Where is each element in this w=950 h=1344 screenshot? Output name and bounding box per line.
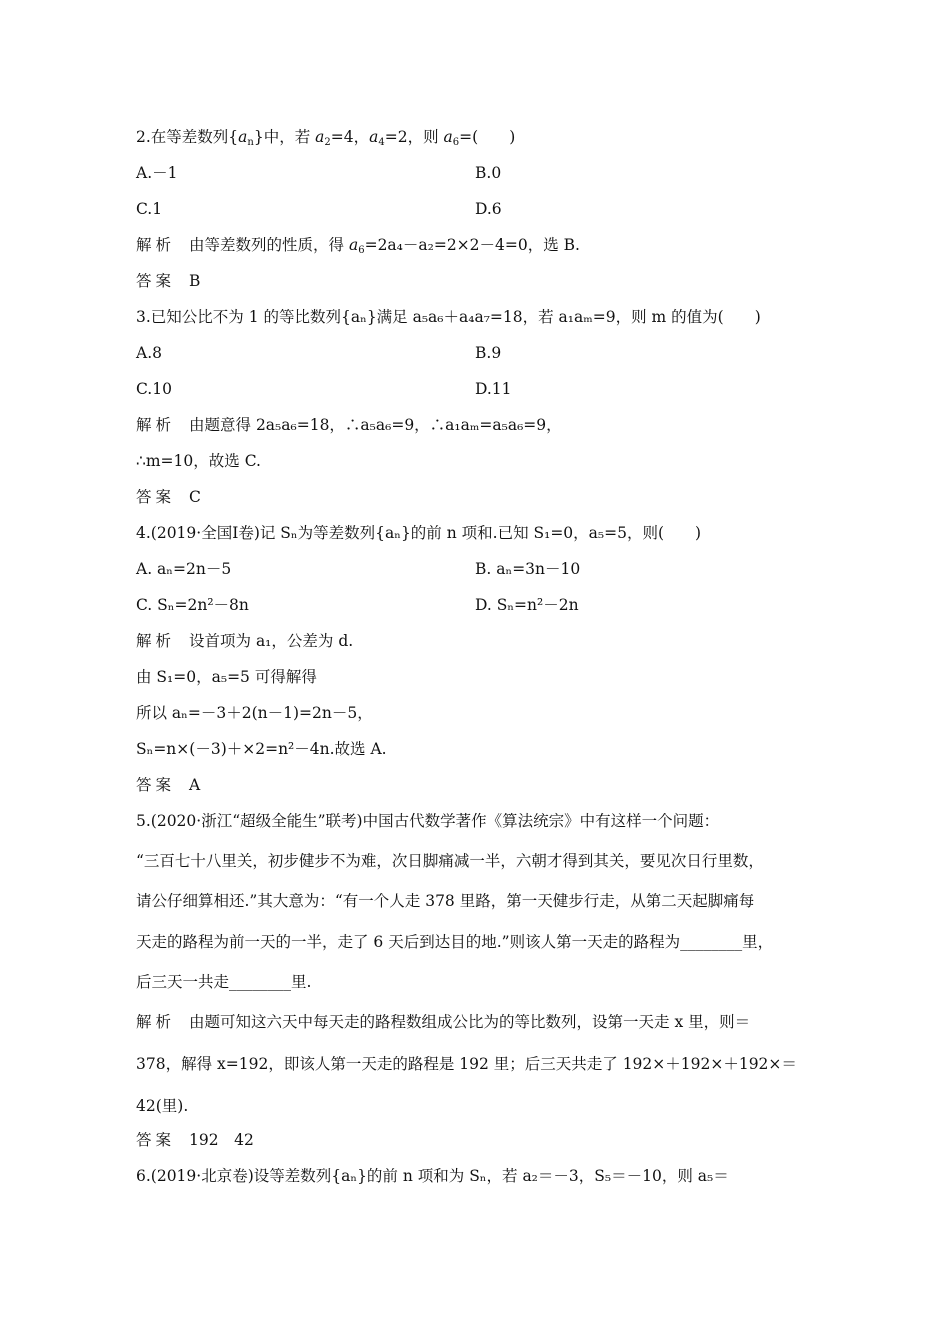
q2-a6-sub: 6 [452,137,460,148]
q4-analysis-line3: 所以 aₙ=－3＋2(n－1)=2n－5， [136,704,373,722]
q5-stem-line3: 请公仔细算相还.”其大意为：“有一个人走 378 里路，第一天健步行走，从第二天起脚痛每 [136,892,755,910]
q5-analysis-label: 解析 [136,1013,176,1031]
q4-option-a: A. aₙ=2n－5 [136,560,232,578]
q5-analysis-line1: 由题可知这六天中每天走的路程数组成公比为的等比数列，设第一天走 x 里，则＝ [189,1013,751,1031]
q2-analysis-pre: 由等差数列的性质，得 [189,236,349,254]
q3-analysis-line2: ∴m=10，故选 C. [136,452,261,470]
q4-option-c: C. Sₙ=2n²－8n [136,596,249,614]
q5-stem-line1: 5.(2020·浙江“超级全能生”联考)中国古代数学著作《算法统宗》中有这样一个问题： [136,812,720,830]
q2-answer-value: B [189,272,201,290]
q2-a2: a [315,128,325,146]
q3-option-c: C.10 [136,380,172,398]
q4-analysis-line1: 设首项为 a₁，公差为 d. [189,632,354,650]
q2-option-d: D.6 [475,200,502,218]
q3-answer-label: 答案 [136,488,176,506]
q3-answer [136,487,820,507]
q5-stem-line2: “三百七十八里关，初步健步不为难，次日脚痛减一半，六朝才得到其关，要见次日行里数， [136,852,764,870]
q3-analysis-label: 解析 [136,416,176,434]
q2-tail: =( ) [459,128,516,146]
q3-stem: 3.已知公比不为 1 的等比数列{aₙ}满足 a₅a₆＋a₄a₇=18，若 a₁aₘ=9，则 m 的值为( ) [136,308,761,326]
q4-stem: 4.(2019·全国Ⅰ卷)记 Sₙ为等差数列{aₙ}的前 n 项和.已知 S₁=0，a₅=5，则( ) [136,524,702,542]
q2-analysis-a6: $a_6$ [348,236,365,256]
q3-analysis [136,415,820,435]
q2-stem-mid: }中，若 [253,128,316,146]
q2-a2-sub: 2 [324,137,331,148]
q5-answer-value: 192 42 [189,1131,254,1149]
q2-answer-label: 答案 [136,272,176,290]
q4-option-d: D. Sₙ=n²－2n [475,596,579,614]
q5-analysis-line2: 378，解得 x=192，即该人第一天走的路程是 192 里；后三天共走了 192×＋192×＋192×＝ [136,1055,797,1073]
q2-a6: a [443,128,453,146]
q5-analysis-line3: 42(里). [136,1097,189,1115]
q2-analysis [136,235,820,261]
q4-analysis-line2: 由 S₁=0，a₅=5 可得解得 [136,668,317,686]
q2-stem-a: a [238,128,248,146]
q5-stem-line5: 后三天一共走________里. [136,973,312,991]
q4-option-b: B. aₙ=3n－10 [475,560,581,578]
q4-analysis-line4: Sₙ=n×(－3)＋×2=n²－4n.故选 A. [136,740,387,758]
q3-analysis-line1: 由题意得 2a₅a₆=18，∴a₅a₆=9，∴a₁aₘ=a₅a₆=9， [189,416,562,434]
q4-analysis-label: 解析 [136,632,176,650]
q4-answer-label: 答案 [136,776,176,794]
q2-a4: a [369,128,379,146]
q2-answer [136,271,820,291]
q2-stem [136,127,820,153]
q3-option-b: B.9 [475,344,502,362]
q2-option-c: C.1 [136,200,163,218]
q2-eq2: =2，则 [384,128,444,146]
q6-stem: 6.(2019·北京卷)设等差数列{aₙ}的前 n 项和为 Sₙ，若 a₂＝－3，S₅＝－10，则 a₅＝ [136,1167,729,1185]
q5-answer-label: 答案 [136,1131,176,1149]
q2-analysis-label: 解析 [136,236,176,254]
q2-a4-sub: 4 [378,137,385,148]
q3-option-d: D.11 [475,380,512,398]
q2-option-b: B.0 [475,164,502,182]
q4-analysis [136,631,820,651]
q5-analysis [136,1012,820,1032]
q5-answer [136,1130,820,1150]
q2-stem-prefix: 2.在等差数列{ [136,128,239,146]
q2-stem-n: n [247,137,254,148]
q2-option-a: A.－1 [136,164,178,182]
q2-eq1: =4， [330,128,370,146]
q2-analysis-rest: =2a₄－a₂=2×2－4=0，选 B. [364,236,580,254]
q3-answer-value: C [189,488,201,506]
q5-stem-line4: 天走的路程为前一天的一半，走了 6 天后到达目的地.”则该人第一天走的路程为________里， [136,933,774,951]
q4-answer-value: A [189,776,201,794]
q4-answer [136,775,820,795]
q3-option-a: A.8 [136,344,162,362]
